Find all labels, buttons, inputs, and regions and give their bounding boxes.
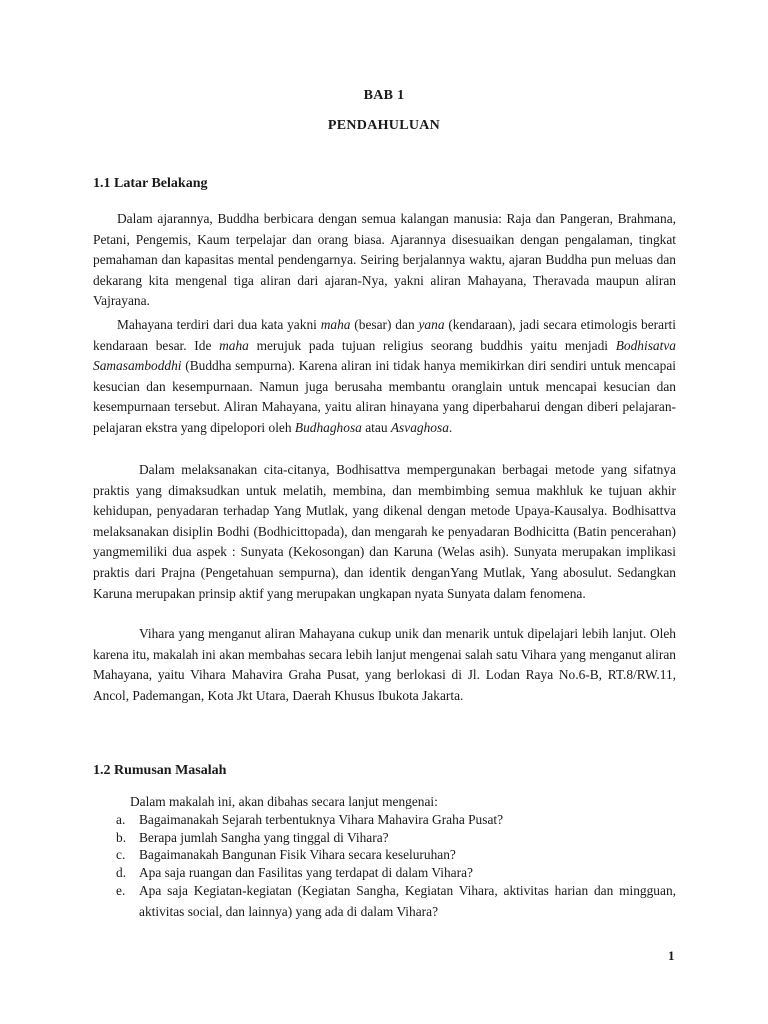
list-item [93,881,676,922]
p2-text-1: Mahayana terdiri dari dua kata yakni [117,317,321,332]
paragraph-2 [93,315,676,439]
list-item-text: Bagaimanakah Bangunan Fisik Vihara secara keseluruhan? [139,847,456,863]
p2-term-bodhisatva: Bodhisatva Samasamboddhi [93,337,676,374]
list-item-text: Apa saja Kegiatan-kegiatan (Kegiatan Sangha, Kegiatan Vihara, aktivitas harian dan mingguan, aktivitas social, dan lainnya) yang ada di dalam Vihara? [139,883,676,919]
list-item-text: Bagaimanakah Sejarah terbentuknya Vihara Mahavira Graha Pusat? [139,812,504,827]
list-item [93,829,676,847]
p2-text-6: atau [361,419,391,435]
paragraph-4: Vihara yang menganut aliran Mahayana cukup unik dan menarik untuk dipelajari lebih lanjut. Oleh karena itu, makalah ini akan membahas secara lebih lanjut mengenai salah satu Vihara yang menganut aliran Mahayana, yaitu Vihara Mahavira Graha Pusat, yang berlokasi di Jl. Lodan Raya No.6-B, RT.8/RW.11, Ancol, Pademangan, Kota Jkt Utara, Daerah Khusus Ibukota Jakarta. [93,626,676,703]
chapter-title: PENDAHULUAN [327,118,441,133]
list-marker: c. [116,847,126,863]
p2-term-maha-2: maha [219,337,249,353]
p2-text-5: (Buddha sempurna). Karena aliran ini tidak hanya memikirkan diri sendiri untuk mencapai kesucian dan kesempurnaan. Namun juga berusaha membantu oranglain untuk mencapai kesucian dan kesempurnaan tersebut. Aliran Mahayana, yaitu aliran hinayana yang diperbaharui dengan diberi pelajaran- pelajaran ekstra yang dipelopori oleh [93,358,676,435]
p2-text-3: (kendaraan), jadi secara etimologis berarti kendaraan besar. Ide [93,317,676,353]
paragraph-3: Dalam melaksanakan cita-citanya, Bodhisattva mempergunakan berbagai metode yang sifatnya praktis yang dimaksudkan untuk melatih, membina, dan membimbing semua makhluk ke tujuan akhir kehidupan, penyadaran terhadap Yang Mutlak, yang dikenal dengan metode Upaya-Kausalya. Bodhisattva melaksanakan disiplin Bodhi (Bodhicittopada), dan mengarah ke penyadaran Bodhicitta (Batin pencerahan) yangmemiliki dua aspek : Sunyata (Kekosongan) dan Karuna (Welas asih). Sunyata merupakan implikasi praktis dari Prajna (Pengetahuan sempurna), dan identik denganYang Mutlak, Yang abosulut. Sedangkan Karuna merupakan prinsip aktif yang merupakan ungkapan nyata Sunyata dalam fenomena. [93,462,676,601]
rumusan-intro: Dalam makalah ini, akan dibahas secara lanjut mengenai: [130,794,438,809]
p2-text-7: . [448,419,453,435]
list-item [93,811,676,829]
list-marker: b. [116,829,127,845]
list-item-text: Berapa jumlah Sangha yang tinggal di Vihara? [139,829,389,845]
section-heading-latar-belakang: 1.1 Latar Belakang [93,176,208,191]
paragraph-1: Dalam ajarannya, Buddha berbicara dengan semua kalangan manusia: Raja dan Pangeran, Brahmana, Petani, Pengemis, Kaum terpelajar dan orang biasa. Ajarannya disesuaikan dengan pengalaman, tingkat pemahaman dan kapasitas mental pendengarnya. Seiring berjalannya waktu, ajaran Buddha pun meluas dan dekarang kita mengenal tiga aliran dari ajaran-Nya, yakni aliran Mahayana, Theravada maupun aliran Vajrayana. [93,211,676,309]
p2-text-2: (besar) dan [350,317,419,332]
p2-term-yana: yana [418,317,445,332]
list-marker: e. [116,883,126,899]
section-heading-rumusan-masalah: 1.2 Rumusan Masalah [93,763,227,778]
list-item [93,864,676,882]
list-marker: d. [116,864,127,880]
list-item [93,846,676,864]
p2-term-asvaghosa: Asvaghosa [390,419,449,435]
p2-term-maha: maha [320,317,351,332]
list-item-text: Apa saja ruangan dan Fasilitas yang terdapat di dalam Vihara? [139,864,473,880]
p2-text-4: merujuk pada tujuan religius seorang buddhis yaitu menjadi [248,337,616,353]
page-number: 1 [668,948,675,963]
rumusan-list [93,811,676,922]
chapter-label: BAB 1 [363,88,405,103]
p2-term-budhaghosa: Budhaghosa [294,419,362,435]
list-marker: a. [116,812,126,827]
